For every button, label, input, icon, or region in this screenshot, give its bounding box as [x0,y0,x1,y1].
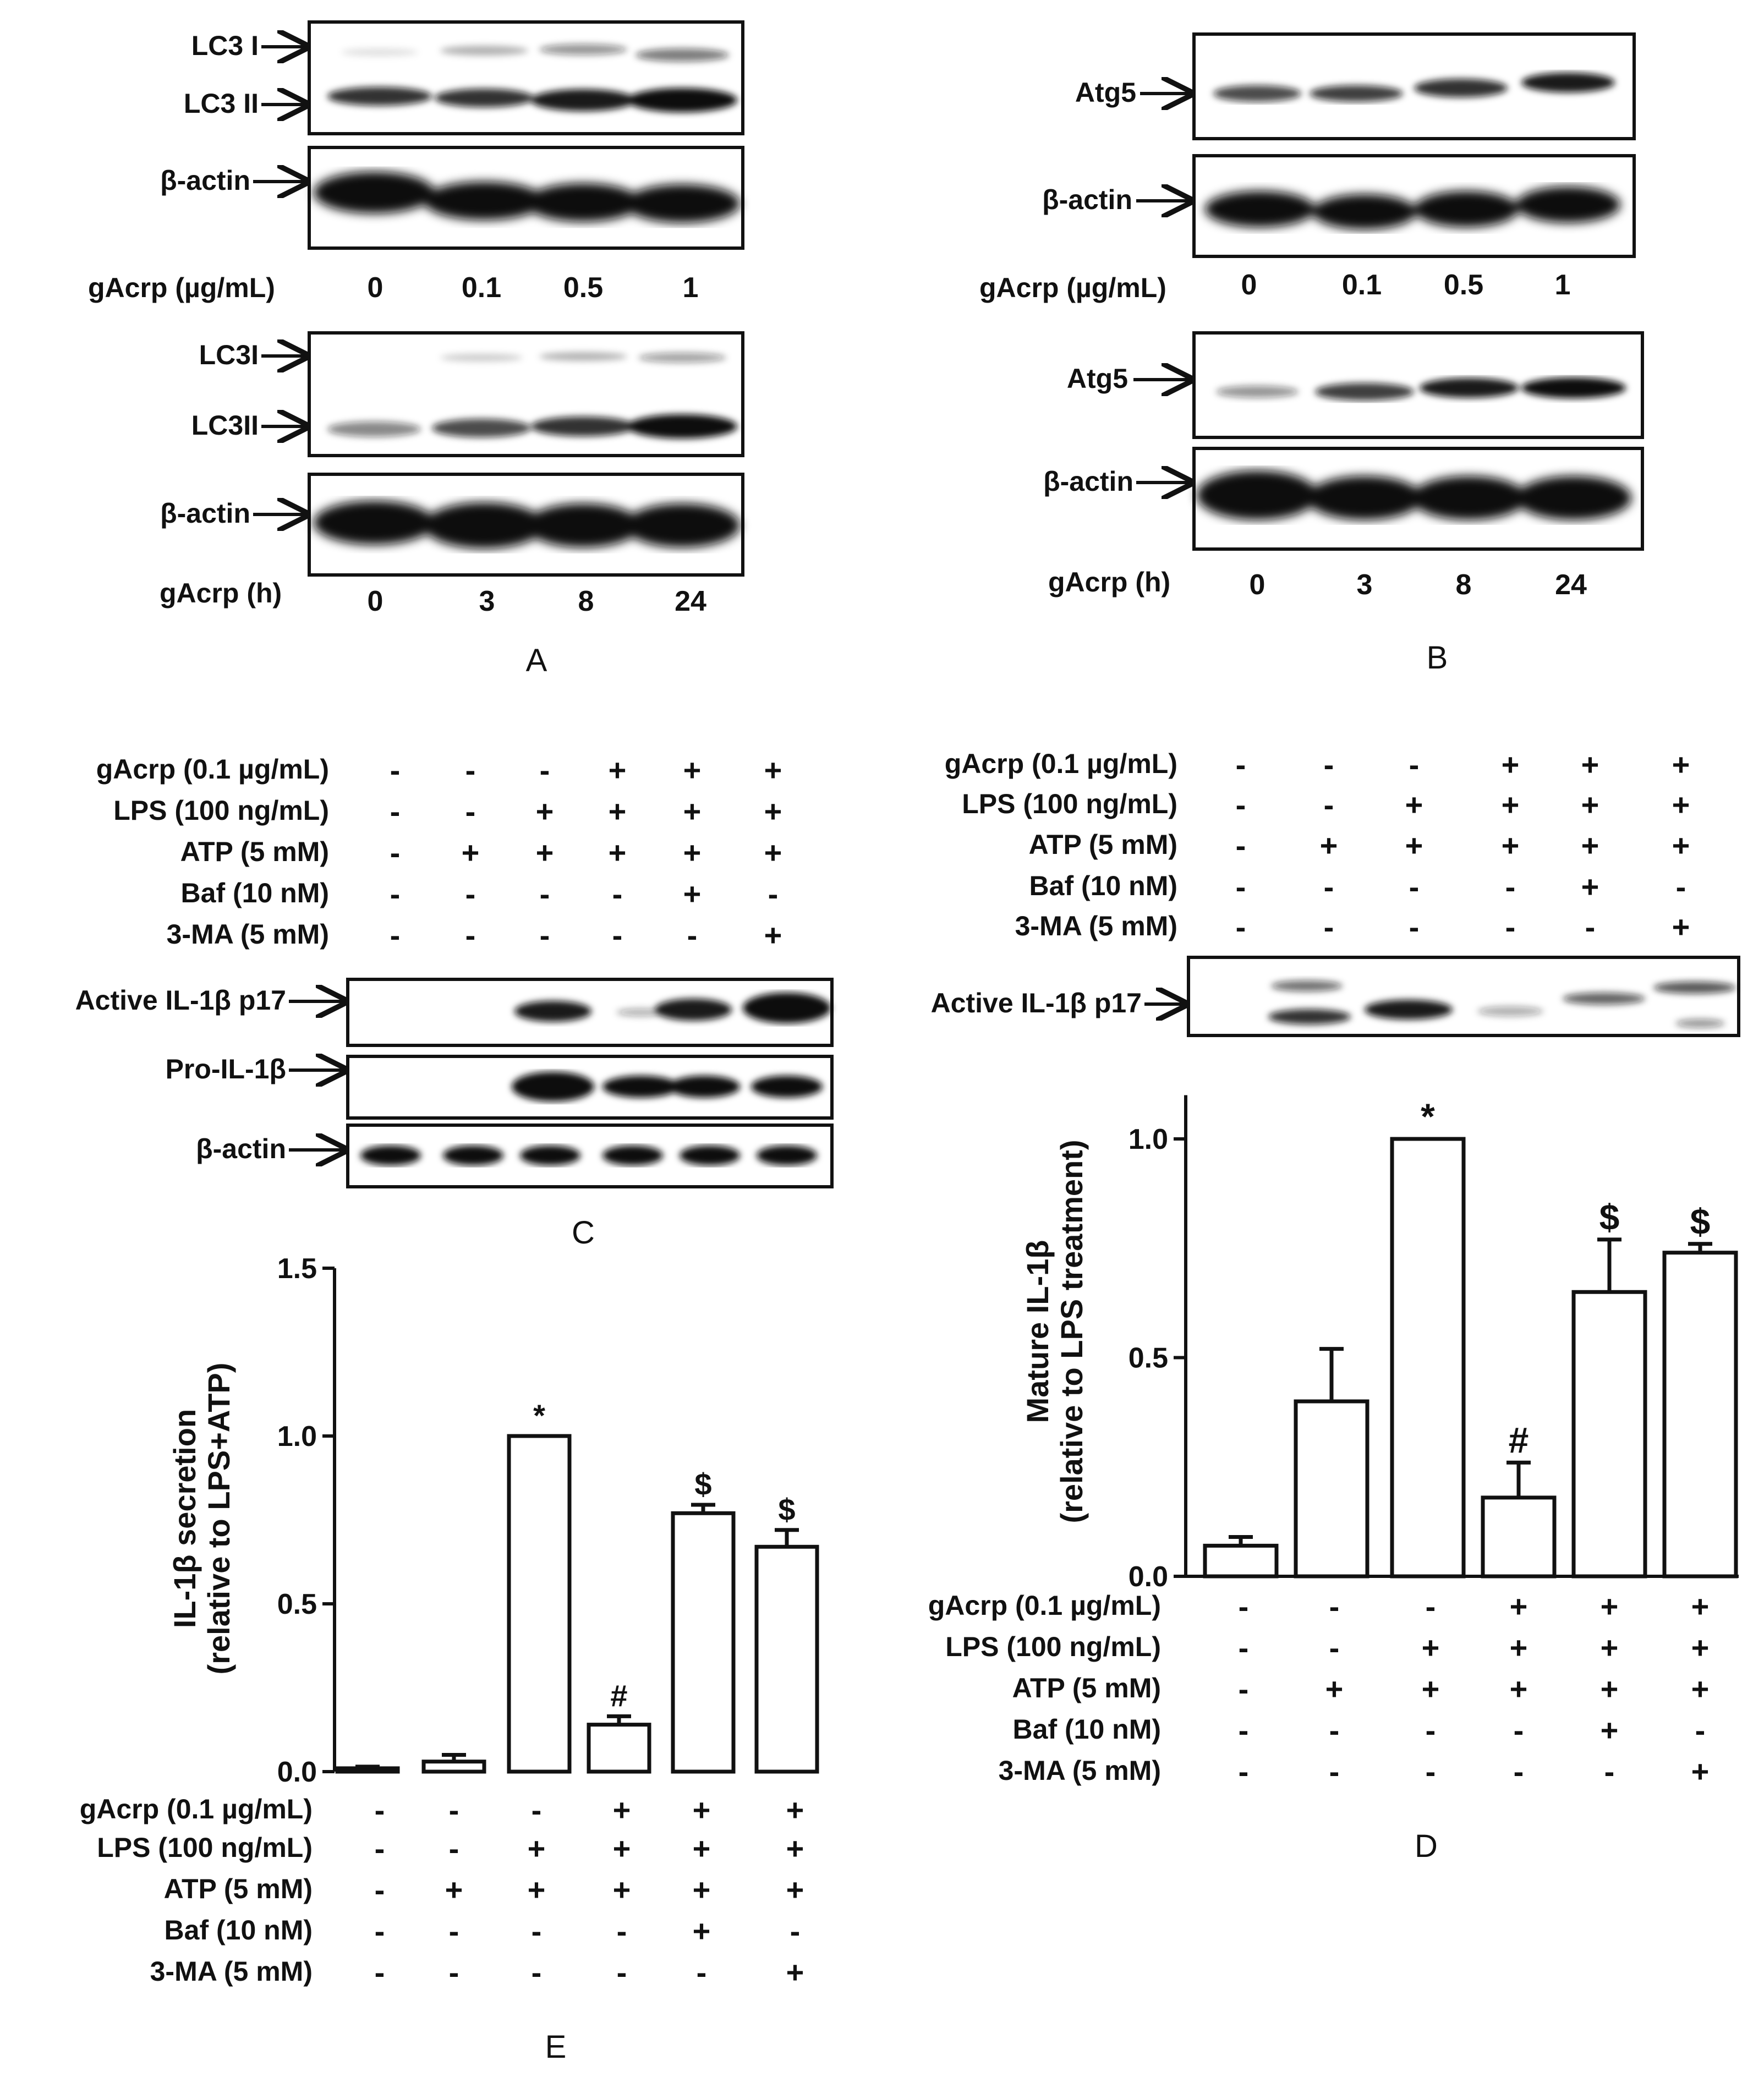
plus-sign: + [1509,1589,1528,1624]
minus-sign: - [1235,909,1246,944]
minus-sign: - [465,753,476,787]
treatment-label: ATP (5 mM) [180,836,329,867]
bar [1205,1546,1277,1576]
plus-sign: + [786,1831,804,1866]
lane-label: 0.1 [1341,269,1382,301]
condition-label: gAcrp (µg/mL) [88,272,275,303]
plus-sign: + [1501,828,1520,863]
minus-sign: - [531,1793,542,1827]
plus-sign: + [1600,1630,1619,1665]
plus-sign: + [1501,747,1520,782]
plus-sign: + [1581,787,1599,822]
plus-sign: + [692,1793,711,1827]
y-tick-label: 1.0 [1128,1124,1168,1155]
treatment-label: ATP (5 mM) [1028,829,1177,860]
significance-mark: $ [778,1492,796,1527]
treatment-label: gAcrp (0.1 µg/mL) [928,1590,1161,1621]
bar [1392,1139,1464,1576]
minus-sign: - [616,1955,627,1990]
band-label-actin: β-actin [160,498,250,529]
plus-sign: + [692,1831,711,1866]
treatment-label: gAcrp (0.1 µg/mL) [79,1794,313,1824]
band-label-atg5: Atg5 [1066,363,1128,394]
minus-sign: - [1329,1589,1340,1624]
y-axis-label: (relative to LPS+ATP) [201,1362,236,1675]
plus-sign: + [461,835,480,870]
plus-sign: + [612,1872,631,1907]
minus-sign: - [1425,1713,1436,1747]
band-label-active-il1b: Active IL-1β p17 [930,988,1142,1018]
plus-sign: + [1421,1672,1440,1706]
minus-sign: - [374,1831,385,1866]
treatment-label: 3-MA (5 mM) [150,1956,313,1987]
lane-label: 0 [1241,269,1257,301]
minus-sign: - [390,918,401,952]
minus-sign: - [1695,1713,1706,1747]
lane-label: 24 [675,585,706,617]
y-tick-label: 1.5 [277,1253,317,1285]
panel-letter: A [525,643,547,678]
bar [1483,1498,1554,1576]
plus-sign: + [1600,1589,1619,1624]
panel-b [979,34,1642,676]
plus-sign: + [608,835,627,870]
treatment-table-c [96,753,782,952]
treatment-table-e [80,1793,804,1990]
plus-sign: + [527,1872,546,1907]
minus-sign: - [390,876,401,911]
minus-sign: - [1238,1754,1249,1789]
plus-sign: + [764,918,782,952]
lane-label: 3 [479,585,495,617]
minus-sign: - [1323,747,1334,782]
minus-sign: - [539,876,550,911]
minus-sign: - [1323,869,1334,904]
treatment-label: Baf (10 nM) [164,1915,313,1946]
minus-sign: - [465,876,476,911]
plus-sign: + [683,794,702,829]
minus-sign: - [1409,869,1420,904]
condition-label: gAcrp (h) [1048,567,1171,598]
minus-sign: - [1235,869,1246,904]
minus-sign: - [1329,1713,1340,1747]
plus-sign: + [1509,1672,1528,1706]
minus-sign: - [448,1793,459,1827]
bar [673,1513,733,1772]
panel-a [88,22,743,678]
treatment-label: Baf (10 nM) [1029,870,1177,901]
condition-label: gAcrp (µg/mL) [979,272,1166,303]
plus-sign: + [683,835,702,870]
significance-mark: * [1421,1096,1435,1137]
plus-sign: + [692,1914,711,1948]
minus-sign: - [374,1793,385,1827]
plus-sign: + [1672,747,1690,782]
minus-sign: - [1585,909,1596,944]
plus-sign: + [1509,1630,1528,1665]
treatment-label: ATP (5 mM) [1012,1673,1161,1703]
bar [1664,1253,1736,1576]
minus-sign: - [531,1914,542,1948]
lane-label: 1 [682,272,699,304]
plus-sign: + [1581,828,1599,863]
treatment-label: LPS (100 ng/mL) [113,795,329,826]
condition-label: gAcrp (h) [160,578,282,609]
minus-sign: - [390,835,401,870]
minus-sign: - [465,918,476,952]
significance-mark: $ [1599,1196,1620,1237]
band-label-atg5: Atg5 [1075,77,1136,108]
y-axis-label: IL-1β secretion [167,1409,202,1629]
minus-sign: - [790,1914,801,1948]
minus-sign: - [1505,909,1516,944]
significance-mark: * [533,1398,545,1433]
minus-sign: - [1513,1713,1524,1747]
chart-mature-il1b [1020,1095,1739,1593]
minus-sign: - [374,1955,385,1990]
plus-sign: + [612,1831,631,1866]
plus-sign: + [527,1831,546,1866]
minus-sign: - [374,1914,385,1948]
minus-sign: - [1238,1672,1249,1706]
minus-sign: - [374,1872,385,1907]
plus-sign: + [1691,1630,1710,1665]
plus-sign: + [786,1872,804,1907]
plus-sign: + [535,794,554,829]
plus-sign: + [608,753,627,787]
treatment-label: gAcrp (0.1 µg/mL) [944,748,1177,779]
band-label-active-il1b: Active IL-1β p17 [75,985,286,1016]
significance-mark: $ [694,1467,712,1502]
significance-mark: # [610,1678,628,1713]
band-label-lc3-ii: LC3 II [183,88,259,119]
bar [337,1768,398,1772]
minus-sign: - [1235,747,1246,782]
plus-sign: + [683,753,702,787]
treatment-label: Baf (10 nM) [180,878,329,908]
plus-sign: + [1325,1672,1344,1706]
panel-letter: E [545,2029,567,2065]
panel-c [75,753,832,1251]
treatment-label: LPS (100 ng/mL) [945,1631,1161,1662]
plus-sign: + [1691,1589,1710,1624]
treatment-table-d-bottom [928,1589,1710,1789]
minus-sign: - [1513,1754,1524,1789]
bar [424,1762,484,1772]
y-axis-label: Mature IL-1β [1020,1240,1055,1423]
minus-sign: - [1235,787,1246,822]
treatment-label: LPS (100 ng/mL) [962,788,1177,819]
plus-sign: + [1672,828,1690,863]
plus-sign: + [1600,1672,1619,1706]
plus-sign: + [1672,909,1690,944]
treatment-label: ATP (5 mM) [163,1873,313,1904]
y-axis-label: (relative to LPS treatment) [1054,1139,1089,1524]
y-tick-label: 1.0 [277,1421,317,1453]
panel-letter: D [1415,1828,1438,1864]
treatment-table-d-top [945,747,1690,944]
blot-lc3-dose [309,22,743,134]
plus-sign: + [1319,828,1338,863]
plus-sign: + [1581,747,1599,782]
minus-sign: - [390,794,401,829]
minus-sign: - [465,794,476,829]
plus-sign: + [1691,1672,1710,1706]
lane-label: 0 [1249,569,1266,601]
minus-sign: - [539,918,550,952]
lane-label: 8 [578,585,594,617]
minus-sign: - [1238,1630,1249,1665]
band-label-pro-il1b: Pro-IL-1β [165,1054,286,1084]
minus-sign: - [1323,909,1334,944]
minus-sign: - [768,876,779,911]
minus-sign: - [1409,747,1420,782]
minus-sign: - [448,1831,459,1866]
lane-label: 3 [1356,569,1373,601]
plus-sign: + [786,1793,804,1827]
plus-sign: + [764,835,782,870]
y-tick-label: 0.5 [277,1588,317,1620]
bar [1296,1401,1367,1576]
minus-sign: - [612,918,623,952]
minus-sign: - [696,1955,707,1990]
plus-sign: + [445,1872,463,1907]
treatment-label: LPS (100 ng/mL) [97,1832,313,1863]
minus-sign: - [531,1955,542,1990]
lane-label: 8 [1455,569,1472,601]
minus-sign: - [1323,787,1334,822]
minus-sign: - [390,753,401,787]
y-tick-label: 0.5 [1128,1342,1168,1374]
significance-mark: # [1508,1420,1529,1461]
band-label-actin: β-actin [196,1133,286,1164]
plus-sign: + [1421,1630,1440,1665]
plus-sign: + [535,835,554,870]
plus-sign: + [764,794,782,829]
band-label-actin: β-actin [160,165,250,196]
plus-sign: + [692,1872,711,1907]
minus-sign: - [612,876,623,911]
minus-sign: - [1505,869,1516,904]
significance-mark: $ [1690,1201,1711,1242]
plus-sign: + [764,753,782,787]
minus-sign: - [687,918,698,952]
minus-sign: - [1329,1754,1340,1789]
band-label-lc3-ii: LC3II [191,410,259,441]
treatment-label: 3-MA (5 mM) [998,1755,1161,1786]
bar [509,1436,569,1772]
blot-il1b-active-d [1188,957,1739,1035]
minus-sign: - [1235,828,1246,863]
minus-sign: - [1238,1713,1249,1747]
lane-label: 0 [367,585,384,617]
minus-sign: - [1329,1630,1340,1665]
minus-sign: - [616,1914,627,1948]
lane-label: 1 [1554,269,1571,301]
plus-sign: + [683,876,702,911]
treatment-label: Baf (10 nM) [1012,1714,1161,1745]
lane-label: 0.5 [1443,269,1484,301]
chart-il1b-secretion [167,1253,817,1788]
bar [589,1725,649,1772]
plus-sign: + [608,794,627,829]
band-label-actin: β-actin [1043,466,1133,497]
minus-sign: - [1425,1589,1436,1624]
y-tick-label: 0.0 [1128,1561,1168,1593]
plus-sign: + [1405,828,1423,863]
bar [1574,1292,1645,1576]
minus-sign: - [1604,1754,1615,1789]
y-tick-label: 0.0 [277,1756,317,1788]
lane-label: 0.1 [461,272,502,304]
minus-sign: - [448,1955,459,1990]
band-label-actin: β-actin [1042,184,1132,215]
band-label-lc3-i: LC3I [199,339,259,370]
plus-sign: + [1581,869,1599,904]
minus-sign: - [448,1914,459,1948]
lane-label: 0.5 [563,272,604,304]
panel-letter: B [1426,640,1448,676]
lane-label: 0 [367,272,384,304]
bar [757,1547,817,1772]
lane-label: 24 [1555,569,1587,601]
minus-sign: - [539,753,550,787]
minus-sign: - [1675,869,1686,904]
plus-sign: + [1691,1754,1710,1789]
plus-sign: + [1600,1713,1619,1747]
treatment-label: 3-MA (5 mM) [1015,911,1177,941]
plus-sign: + [1672,787,1690,822]
panel-letter: C [572,1215,595,1251]
treatment-label: 3-MA (5 mM) [166,919,329,950]
treatment-label: gAcrp (0.1 µg/mL) [96,754,329,785]
minus-sign: - [1409,909,1420,944]
plus-sign: + [786,1955,804,1990]
band-label-lc3-i: LC3 I [191,30,259,61]
plus-sign: + [1405,787,1423,822]
plus-sign: + [1501,787,1520,822]
minus-sign: - [1238,1589,1249,1624]
plus-sign: + [612,1793,631,1827]
panel-e [80,1253,817,2065]
minus-sign: - [1425,1754,1436,1789]
panel-d [928,747,1739,1864]
